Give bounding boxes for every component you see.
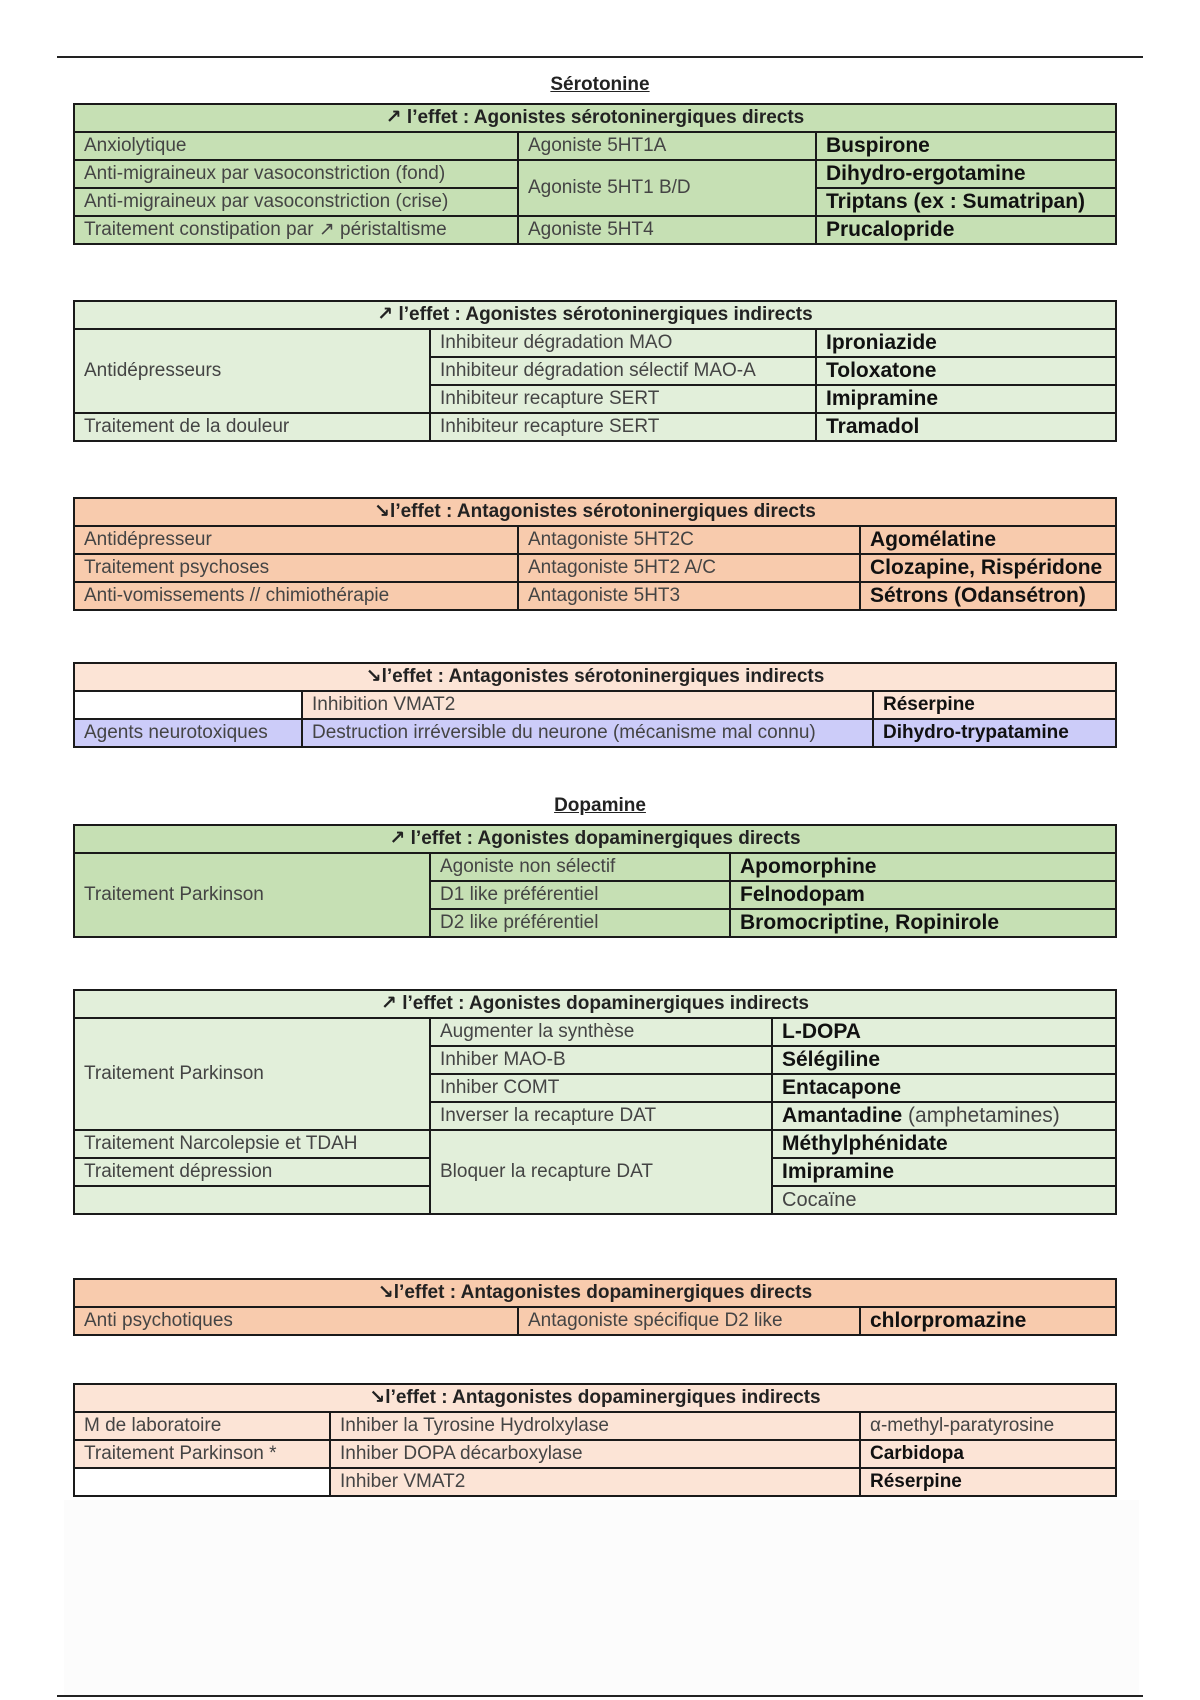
table-row [74,719,1116,747]
table-row [74,853,1116,881]
table-header: ↗ l’effet : Agonistes sérotoninergiques indirects [74,301,1116,329]
mechanism-cell: Inhiber MAO-B [430,1046,772,1074]
drug-cell: Felnodopam [730,881,1116,909]
drug-cell: Triptans (ex : Sumatripan) [816,188,1116,216]
page-shade [64,1500,1139,1695]
drug-cell: Imipramine [816,385,1116,413]
mechanism-cell: Augmenter la synthèse [430,1018,772,1046]
table-header: ↘l’effet : Antagonistes dopaminergiques directs [74,1279,1116,1307]
drug-cell: L-DOPA [772,1018,1116,1046]
table-dopamine-antagonistes-directs [73,1278,1117,1336]
table-header: ↗ l’effet : Agonistes sérotoninergiques directs [74,104,1116,132]
mechanism-cell: Inhiber la Tyrosine Hydrolxylase [330,1412,860,1440]
indication-cell [74,1186,430,1214]
drug-cell: Sétrons (Odansétron) [860,582,1116,610]
mechanism-cell: Agoniste non sélectif [430,853,730,881]
table-dopamine-antagonistes-indirects [73,1383,1117,1497]
indication-cell [74,1468,330,1496]
mechanism-cell: Inhiber VMAT2 [330,1468,860,1496]
indication-cell: Anti psychotiques [74,1307,518,1335]
indication-cell: Traitement dépression [74,1158,430,1186]
table-row [74,329,1116,357]
indication-cell: Traitement Parkinson [74,853,430,937]
table-row [74,1130,1116,1158]
indication-cell: M de laboratoire [74,1412,330,1440]
drug-name: Amantadine [782,1104,903,1127]
indication-cell: Traitement Narcolepsie et TDAH [74,1130,430,1158]
indication-cell [74,691,302,719]
bottom-rule [57,1695,1143,1697]
mechanism-cell: Inhiber COMT [430,1074,772,1102]
table-row [74,1307,1116,1335]
mechanism-cell: Inhibiteur recapture SERT [430,413,816,441]
table-header: ↗ l’effet : Agonistes dopaminergiques directs [74,825,1116,853]
drug-cell: Cocaïne [772,1186,1116,1214]
drug-cell: Prucalopride [816,216,1116,244]
indication-cell: Traitement constipation par ↗ péristaltisme [74,216,518,244]
mechanism-cell: Antagoniste spécifique D2 like [518,1307,860,1335]
table-serotonine-agonistes-directs [73,103,1117,245]
table-row [74,1468,1116,1496]
table-header: ↗ l’effet : Agonistes dopaminergiques indirects [74,990,1116,1018]
mechanism-cell: D1 like préférentiel [430,881,730,909]
mechanism-cell: Bloquer la recapture DAT [430,1130,772,1214]
drug-cell: Sélégiline [772,1046,1116,1074]
mechanism-cell: Antagoniste 5HT2 A/C [518,554,860,582]
drug-cell: Imipramine [772,1158,1116,1186]
table-header: ↘l’effet : Antagonistes sérotoninergiques directs [74,498,1116,526]
table-row [74,1018,1116,1046]
indication-cell: Traitement de la douleur [74,413,430,441]
mechanism-cell: Inhibition VMAT2 [302,691,873,719]
table-header: ↘l’effet : Antagonistes sérotoninergiques indirects [74,663,1116,691]
drug-cell [772,1102,1116,1130]
drug-cell: Carbidopa [860,1440,1116,1468]
drug-cell: Clozapine, Rispéridone [860,554,1116,582]
table-row [74,216,1116,244]
table-dopamine-agonistes-directs [73,824,1117,938]
drug-cell: Apomorphine [730,853,1116,881]
indication-cell: Anti-migraineux par vasoconstriction (fond) [74,160,518,188]
drug-cell: Réserpine [873,691,1116,719]
indication-cell: Anxiolytique [74,132,518,160]
mechanism-cell: Agoniste 5HT4 [518,216,816,244]
mechanism-cell: D2 like préférentiel [430,909,730,937]
drug-cell: α-methyl-paratyrosine [860,1412,1116,1440]
drug-cell: Réserpine [860,1468,1116,1496]
table-row [74,691,1116,719]
drug-cell: Tramadol [816,413,1116,441]
section-title-dopamine: Dopamine [554,795,646,816]
table-header: ↘l’effet : Antagonistes dopaminergiques indirects [74,1384,1116,1412]
top-rule [57,56,1143,58]
mechanism-cell: Destruction irréversible du neurone (mécanisme mal connu) [302,719,873,747]
mechanism-cell: Antagoniste 5HT2C [518,526,860,554]
indication-cell: Agents neurotoxiques [74,719,302,747]
drug-cell: Méthylphénidate [772,1130,1116,1158]
mechanism-cell: Inhiber DOPA décarboxylase [330,1440,860,1468]
table-dopamine-agonistes-indirects [73,989,1117,1215]
table-row [74,1412,1116,1440]
drug-note: (amphetamines) [902,1104,1060,1127]
table-serotonine-antagonistes-indirects [73,662,1117,748]
section-title-serotonine: Sérotonine [550,74,650,95]
mechanism-cell: Agoniste 5HT1 B/D [518,160,816,216]
table-row [74,160,1116,188]
table-row [74,582,1116,610]
indication-cell: Antidépresseur [74,526,518,554]
indication-cell: Anti-vomissements // chimiothérapie [74,582,518,610]
drug-cell: Dihydro-ergotamine [816,160,1116,188]
mechanism-cell: Antagoniste 5HT3 [518,582,860,610]
table-row [74,413,1116,441]
indication-cell: Traitement Parkinson [74,1018,430,1130]
mechanism-cell: Inhibiteur dégradation MAO [430,329,816,357]
drug-cell: Toloxatone [816,357,1116,385]
table-row [74,554,1116,582]
indication-cell: Traitement psychoses [74,554,518,582]
drug-cell: Iproniazide [816,329,1116,357]
drug-cell: Dihydro-trypatamine [873,719,1116,747]
drug-cell: Buspirone [816,132,1116,160]
drug-cell: chlorpromazine [860,1307,1116,1335]
drug-cell: Entacapone [772,1074,1116,1102]
table-row [74,1440,1116,1468]
mechanism-cell: Agoniste 5HT1A [518,132,816,160]
drug-cell: Agomélatine [860,526,1116,554]
table-row [74,526,1116,554]
mechanism-cell: Inverser la recapture DAT [430,1102,772,1130]
indication-cell: Anti-migraineux par vasoconstriction (crise) [74,188,518,216]
table-row [74,132,1116,160]
mechanism-cell: Inhibiteur recapture SERT [430,385,816,413]
indication-cell: Traitement Parkinson * [74,1440,330,1468]
table-serotonine-antagonistes-directs [73,497,1117,611]
mechanism-cell: Inhibiteur dégradation sélectif MAO-A [430,357,816,385]
table-serotonine-agonistes-indirects [73,300,1117,442]
drug-cell: Bromocriptine, Ropinirole [730,909,1116,937]
indication-cell: Antidépresseurs [74,329,430,413]
